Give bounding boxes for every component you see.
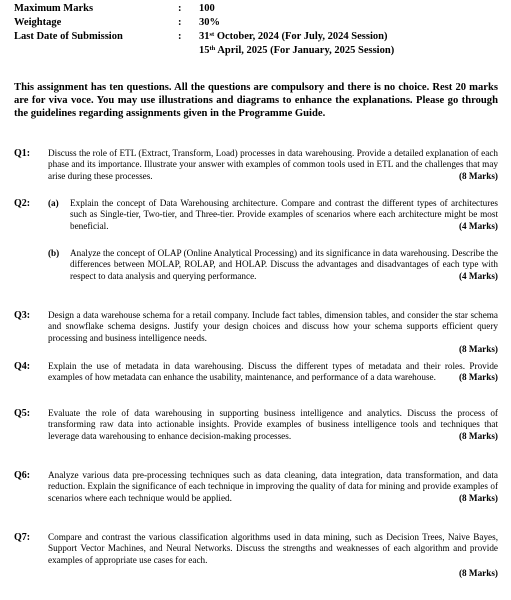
question-number: Q5: <box>14 408 31 419</box>
max-marks-row <box>14 2 504 16</box>
max-marks-label: Maximum Marks <box>14 3 94 14</box>
colon: : <box>178 3 182 14</box>
question-text <box>48 361 498 384</box>
subquestion-marks: (4 Marks) <box>458 220 498 231</box>
question-marks: (8 Marks) <box>458 344 498 355</box>
question-marks: (8 Marks) <box>458 568 498 579</box>
last-date-july-day: 31 <box>199 31 210 42</box>
last-date-january <box>199 44 394 58</box>
question-marks: (8 Marks) <box>458 492 498 503</box>
last-date-july-text: October, 2024 (For July, 2024 Session) <box>214 31 388 42</box>
question-number: Q3: <box>14 310 31 321</box>
last-date-july-suffix: st <box>209 31 215 38</box>
question-number: Q2: <box>14 198 31 209</box>
last-date-label: Last Date of Submission <box>14 31 123 42</box>
subquestion-text <box>70 198 498 232</box>
question-body: Explain the use of metadata in data warehousing. Discuss the different types of metadata and their roles. Provide examples of how metadata can enhance the usability, maintenance, and performance of a data warehouse. <box>48 361 498 383</box>
question-text <box>48 408 498 442</box>
question-body: Compare and contrast the various classification algorithms used in data mining, such as Decision Trees, Naive Bayes, Support Vector Machines, and Neural Networks. Discuss the strengths and weaknesses of each algorithm and provide examples of appropriate use cases for each. <box>48 532 498 565</box>
assignment-meta <box>14 2 504 58</box>
last-date-row-2 <box>14 44 504 58</box>
last-date-january-suffix: th <box>209 45 216 52</box>
assignment-instructions: This assignment has ten questions. All the questions are compulsory and there is no choice. Rest 20 marks are for viva voce. You may use illustrations and diagrams to enhance the explanations. Please go through the guidelines regarding assignments given in the Programme Guide. <box>14 82 498 120</box>
subquestion-body: Analyze the concept of OLAP (Online Analytical Processing) and its significance in data warehousing. Describe the differences between MOLAP, ROLAP, and HOLAP. Discuss the advantages and disadvantages of each type with respect to data analysis and querying performance. <box>70 248 498 281</box>
subquestion-letter: (b) <box>48 248 60 258</box>
question-marks: (8 Marks) <box>458 372 498 383</box>
last-date-january-day: 15 <box>199 45 210 56</box>
question-number: Q7: <box>14 532 31 543</box>
subquestion-text <box>70 248 498 282</box>
question-number: Q6: <box>14 470 31 481</box>
last-date-january-text: April, 2025 (For January, 2025 Session) <box>215 45 395 56</box>
weightage-row <box>14 16 504 30</box>
question-body: Evaluate the role of data warehousing in supporting business intelligence and analytics. Discuss the process of transforming raw data into actionable insights. Provide examples of business intelligence tools and techniques that leverage data warehousing to enhance decision-making processes. <box>48 408 498 441</box>
last-date-july <box>199 30 387 44</box>
question-number: Q1: <box>14 148 31 159</box>
last-date-row <box>14 30 504 44</box>
subquestion-marks: (4 Marks) <box>458 270 498 281</box>
question-body: Discuss the role of ETL (Extract, Transform, Load) processes in data warehousing. Provide a detailed explanation of each phase and its importance. Illustrate your answer with examples of common tools used in ETL and the challenges that may arise during these processes. <box>48 148 498 181</box>
subquestion-letter: (a) <box>48 198 59 208</box>
question-text <box>48 148 498 182</box>
question-text <box>48 310 498 356</box>
weightage-value: 30% <box>199 17 220 28</box>
question-text <box>48 532 498 580</box>
question-body: Design a data warehouse schema for a retail company. Include fact tables, dimension tables, and consider the star schema and snowflake schema designs. Justify your design choices and discuss how your schema supports efficient query processing and business intelligence needs. <box>48 310 498 343</box>
colon: : <box>178 17 182 28</box>
question-marks: (8 Marks) <box>458 170 498 181</box>
question-text <box>48 470 498 504</box>
question-number: Q4: <box>14 361 31 372</box>
question-body: Analyze various data pre-processing techniques such as data cleaning, data integration, data transformation, and data reduction. Explain the significance of each technique in improving the quality of data for mining and provide examples of scenarios where each technique would be applied. <box>48 470 498 503</box>
question-marks: (8 Marks) <box>458 430 498 441</box>
max-marks-value: 100 <box>199 3 215 14</box>
subquestion-body: Explain the concept of Data Warehousing architecture. Compare and contrast the different types of architectures such as Single-tier, Two-tier, and Three-tier. Provide examples of scenarios where each architecture might be most beneficial. <box>70 198 498 231</box>
weightage-label: Weightage <box>14 17 62 28</box>
colon: : <box>178 31 182 42</box>
